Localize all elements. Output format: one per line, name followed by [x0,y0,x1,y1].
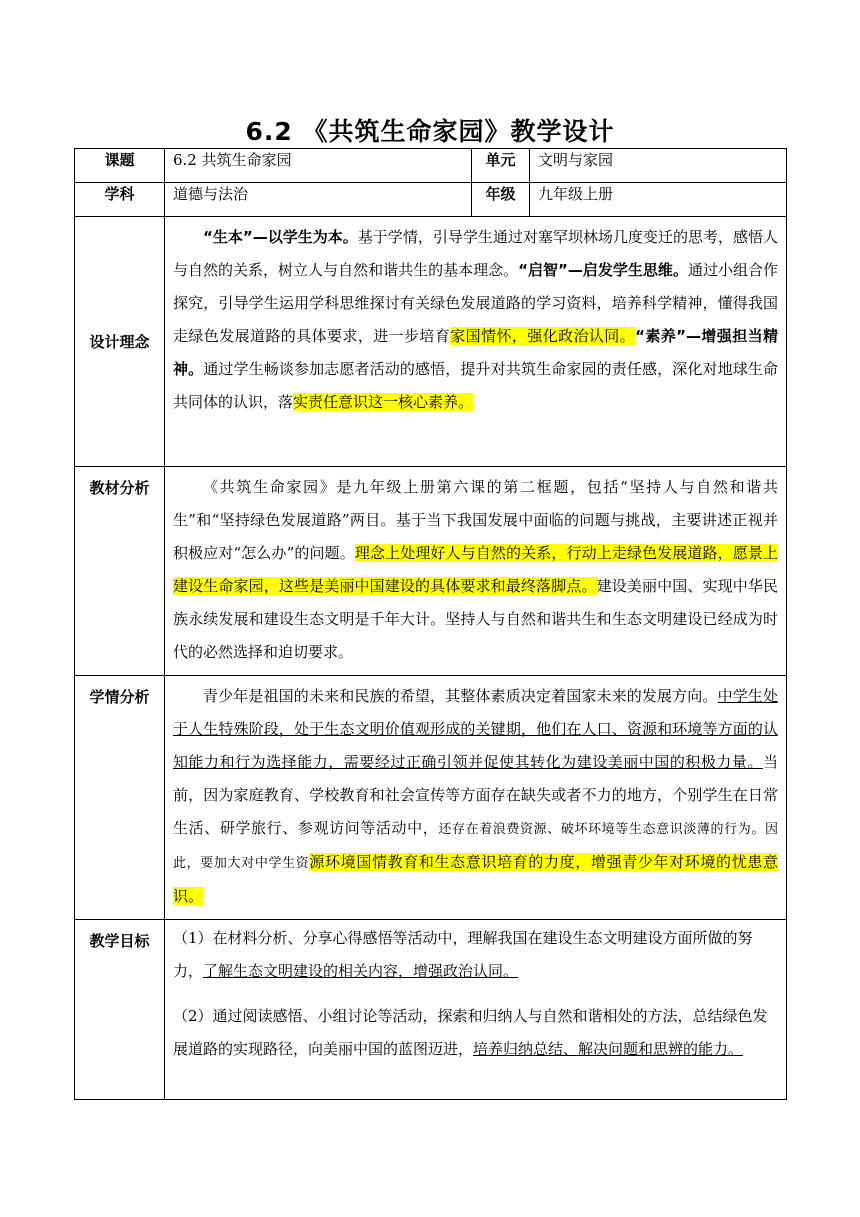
concept-row [75,217,787,467]
concept-text-3: 通过学生畅谈参加志愿者活动的感悟，提升对共筑生命家园的责任感，深化对地球生命共同体的认识，落 [173,360,778,411]
students-text [165,676,786,919]
material-text-1: 《共筑生命家园》是九年级上册第六课的第二框题，包括“坚持人与自然和谐共生”和“坚持绿色发展道路”两目。基于当下我国发展中面临的问题与挑战，主要讲述正视并积极应对“怎么办”的问题。 [173,478,778,562]
material-text [165,467,786,675]
material-text-2: 建设美丽中国、实现中华民族永续发展和建设生态文明是千年大计。坚持人与自然和谐共生和生态文明建设已经成为时代的必然选择和迫切要求。 [173,577,778,661]
concept-text [165,217,786,425]
goal-2-underline: 培养归纳总结、解决问题和思辨的能力。 [473,1040,744,1058]
unit-value: 文明与家园 [530,149,787,183]
subject-label: 学科 [75,183,165,217]
students-highlight: 源环境国情教育和生态意识培育的力度，增强青少年对环境的忧患意识。 [173,853,778,905]
students-cell [165,676,787,920]
grade-value: 九年级上册 [530,183,787,217]
unit-label: 单元 [472,149,530,183]
goal-1-underline: 了解生态文明建设的相关内容，增强政治认同。 [203,962,519,980]
material-row [75,467,787,676]
students-small-text: 还存在着浪费资源、破坏环境等生态意识淡薄的行为。因此，要加大对中学生资 [173,822,778,871]
subject-value: 道德与法治 [165,183,472,217]
students-row [75,676,787,920]
students-underline: 中学生处于人生特殊阶段，处于生态文明价值观形成的关键期，他们在人口、资源和环境等方面的认知能力和行为选择能力，需要经过正确引领并促使其转化为建设美丽中国的积极力量。 [173,687,778,771]
topic-value: 6.2 共筑生命家园 [165,149,472,183]
subject-row [75,183,787,217]
concept-bold-3: “素养”—增强担当精神。 [173,327,778,378]
goal-1-text: （1）在材料分析、分享心得感悟等活动中，理解我国在建设生态文明建设方面所做的努力， [173,929,753,980]
concept-label: 设计理念 [75,217,165,467]
goals-row [75,920,787,1100]
students-text-1: 青少年是祖国的未来和民族的希望，其整体素质决定着国家未来的发展方向。 [203,687,718,705]
concept-bold-1: “生本”—以学生为本。 [203,228,358,246]
concept-text-2: 通过小组合作探究，引导学生运用学科思维探讨有关绿色发展道路的学习资料，培养科学精神，懂得我国走绿色发展道路的具体要求，进一步培育 [173,261,778,345]
concept-highlight-2: 实责任意识这一核心素养。 [293,393,474,411]
concept-cell [165,217,787,467]
topic-row [75,149,787,183]
grade-label: 年级 [472,183,530,217]
material-cell [165,467,787,676]
goals-label: 教学目标 [75,920,165,1100]
concept-highlight-1: 家国情怀，强化政治认同。 [450,327,636,345]
material-label: 教材分析 [75,467,165,676]
students-label: 学情分析 [75,676,165,920]
material-highlight: 理念上处理好人与自然的关系，行动上走绿色发展道路，愿景上建设生命家园，这些是美丽中国建设的具体要求和最终落脚点。 [173,544,778,595]
goal-2 [165,1000,786,1066]
concept-text-1: 基于学情，引导学生通过对塞罕坝林场几度变迁的思考，感悟人与自然的关系，树立人与自然和谐共生的基本理念。 [173,228,778,279]
goals-cell [165,920,787,1100]
lesson-plan-table [74,148,787,1100]
concept-bold-2: “启智”—启发学生思维。 [518,261,688,279]
goal-2-text: （2）通过阅读感悟、小组讨论等活动，探索和归纳人与自然和谐相处的方法，总结绿色发展道路的实现路径，向美丽中国的蓝图迈进， [173,1007,768,1058]
students-text-2: 当前，因为家庭教育、学校教育和社会宣传等方面存在缺失或者不力的地方，个别学生在日常生活、研学旅行、参观访问等活动中， [173,753,778,837]
topic-label: 课题 [75,149,165,183]
page-title: 6.2 《共筑生命家园》教学设计 [245,117,615,146]
goal-1 [165,920,786,988]
